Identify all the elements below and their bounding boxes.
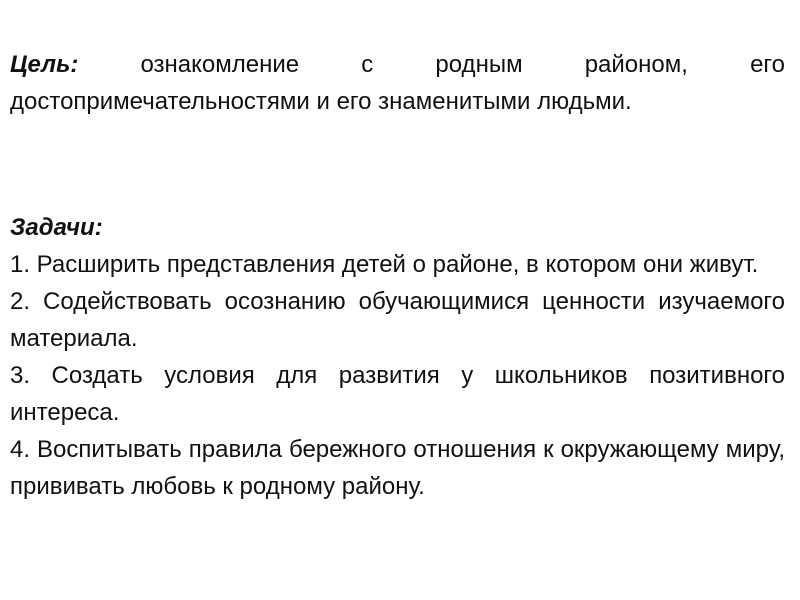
goal-paragraph: [10, 46, 785, 120]
task-item-2: 2. Содействовать осознанию обучающимися ценности изучаемого материала.: [10, 288, 785, 352]
task-item-1: 1. Расширить представления детей о районе, в котором они живут.: [10, 251, 759, 278]
tasks-heading: Задачи:: [10, 214, 103, 241]
tasks-section: [10, 209, 785, 505]
task-item-4: 4. Воспитывать правила бережного отношения к окружающему миру, прививать любовь к родному району.: [10, 436, 785, 500]
goal-label: Цель:: [10, 51, 79, 78]
task-item-3: 3. Создать условия для развития у школьников позитивного интереса.: [10, 362, 785, 426]
slide-content: [10, 46, 785, 505]
goal-text: ознакомление с родным районом, его достопримечательностями и его знаменитыми людьми.: [10, 51, 785, 115]
